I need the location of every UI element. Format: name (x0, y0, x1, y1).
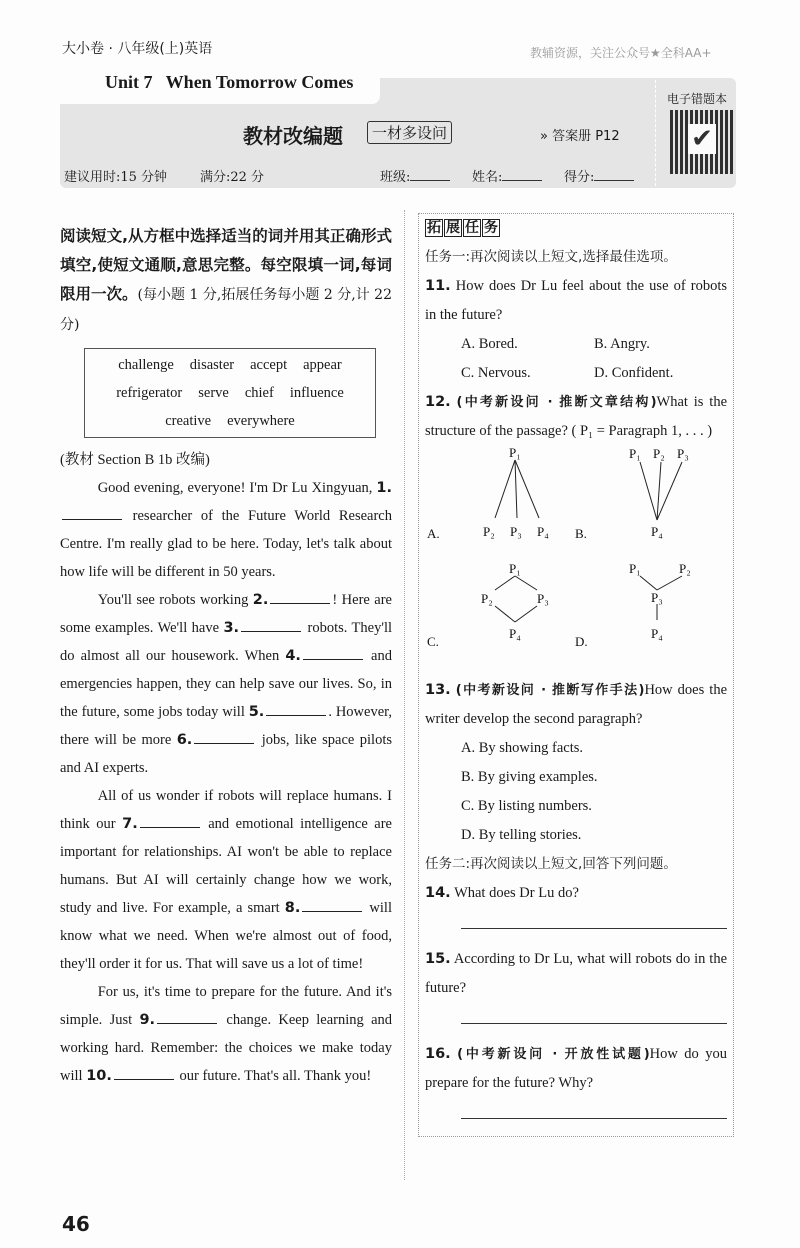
qr-label: 电子错题本 (667, 92, 728, 106)
node-label: P₄ (651, 626, 663, 641)
question-text: How does Dr Lu feel about the use of robots in the future? (425, 278, 728, 323)
score-label: 得分: (564, 170, 595, 185)
answer-blank[interactable] (266, 701, 326, 716)
word: influence (289, 385, 344, 401)
exam-subtitle: 一材多设问 (367, 121, 452, 144)
node-label: P₂ (653, 446, 665, 461)
left-column (60, 222, 392, 1090)
question-text: What does Dr Lu do? (454, 885, 579, 901)
qr-code[interactable] (670, 110, 734, 174)
node-label: P₂ (481, 591, 493, 606)
node-label: P₁ (509, 446, 521, 460)
passage-text: jobs, like space pilots and AI experts. (60, 732, 392, 776)
name-label: 姓名: (472, 170, 503, 185)
passage-paragraph (60, 586, 392, 782)
passage-text: change. Keep learning and working hard. Remember: the choices we make today will (60, 1012, 393, 1084)
tag-char: 任 (465, 220, 479, 236)
word: serve (198, 385, 229, 401)
full-score: 满分:22 分 (200, 170, 265, 185)
option-c[interactable]: C. Nervous. (461, 365, 531, 381)
node-label: P₁ (509, 561, 521, 576)
option-b[interactable]: B. By giving examples. (461, 769, 598, 785)
answer-blank[interactable] (114, 1065, 174, 1080)
word: chief (244, 385, 274, 401)
column-divider (404, 210, 405, 1180)
node-label: P₁ (629, 561, 641, 576)
page-number: 46 (62, 1212, 90, 1236)
question-15 (425, 945, 727, 1003)
diagram-svg (425, 446, 725, 676)
blank-number: 1. (376, 480, 392, 496)
question-number: 11. (425, 278, 451, 294)
extension-tag (425, 214, 727, 243)
passage-paragraph (60, 978, 392, 1090)
promo-text: 教辅资源，关注公众号★全科AA+ (530, 46, 712, 60)
node-label: P₂ (679, 561, 691, 576)
question-tag: (中考新设问 · 开放性试题) (457, 1047, 650, 1062)
blank-number: 3. (223, 620, 240, 636)
answer-blank[interactable] (157, 1009, 217, 1024)
question-16 (425, 1040, 727, 1098)
node-label: P₂ (483, 524, 495, 539)
answer-line[interactable] (461, 914, 727, 929)
score-field[interactable] (594, 168, 634, 181)
node-label: P₄ (537, 524, 549, 539)
passage-text: our future. That's all. Thank you! (175, 1068, 372, 1084)
question-13 (425, 676, 727, 734)
option-b[interactable]: B. Angry. (594, 336, 650, 352)
answer-line[interactable] (461, 1104, 727, 1119)
node-label: P₄ (651, 524, 663, 539)
word: creative (165, 413, 212, 429)
book-title: 大小卷 · 八年级(上)英语 (62, 41, 213, 57)
instructions-bold: 阅读短文,从方框中选择适当的词并用其正确形式填空,使短文通顺,意思完整。每空限填一词,每词限用一次。 (60, 227, 392, 303)
option-a[interactable]: A. By showing facts. (461, 740, 584, 756)
task-one-heading: 任务一:再次阅读以上短文,选择最佳选项。 (425, 249, 677, 265)
qr-separator (655, 80, 656, 186)
question-tag: (中考新设问 · 推断写作手法) (455, 683, 645, 698)
question-tag: (中考新设问 · 推断文章结构) (456, 395, 657, 410)
option-c-label[interactable]: C. (427, 634, 439, 649)
question-text: How do you prepare for the future? Why? (425, 1046, 728, 1091)
passage-text: Good evening, everyone! I'm Dr Lu Xingyuan, (97, 480, 377, 496)
blank-number: 6. (176, 732, 193, 748)
instructions-scoring: (每小题 1 分,拓展任务每小题 2 分,计 22 分) (60, 287, 392, 333)
passage-text: and emotional intelligence are important for relationships. AI won't be able to replace humans. But AI will certainly change how we work, study and live. For example, a smart (60, 816, 392, 916)
passage-text: For us, it's time to prepare for the future. And it's simple. Just (60, 984, 392, 1028)
passage-text: . However, there will be more (60, 704, 393, 748)
node-label: P₄ (509, 626, 521, 641)
question-number: 13. (425, 682, 451, 698)
passage-text: ! Here are some examples. We'll have (60, 592, 392, 636)
instructions (60, 222, 392, 340)
blank-number: 2. (252, 592, 269, 608)
node-label: P₁ (629, 446, 641, 461)
passage (60, 474, 392, 1090)
tag-char: 拓 (427, 220, 441, 236)
suggested-time: 建议用时:15 分钟 (64, 170, 168, 185)
name-field[interactable] (502, 168, 542, 181)
blank-number: 5. (248, 704, 265, 720)
passage-text: All of us wonder if robots will replace humans. I think our (60, 788, 392, 832)
word: accept (250, 357, 288, 373)
tag-char: 展 (446, 220, 460, 236)
word: refrigerator (116, 385, 183, 401)
passage-text: You'll see robots working (97, 592, 253, 608)
option-d[interactable]: D. Confident. (594, 365, 674, 381)
word-box (84, 348, 376, 438)
word: challenge (118, 357, 174, 373)
blank-number: 10. (86, 1068, 112, 1084)
check-icon: ✔ (688, 124, 716, 154)
answer-blank[interactable] (302, 897, 362, 912)
node-label: P₃ (510, 524, 522, 539)
question-number: 14. (425, 885, 451, 901)
word: disaster (189, 357, 235, 373)
answer-line[interactable] (461, 1009, 727, 1024)
option-b-label[interactable]: B. (575, 526, 587, 541)
structure-diagrams (425, 446, 727, 676)
tag-char: 务 (484, 220, 498, 236)
answer-blank[interactable] (140, 813, 200, 828)
option-c[interactable]: C. By listing numbers. (461, 798, 592, 814)
passage-text: robots. They'll do almost all our housework. When (60, 620, 392, 664)
passage-text: and emergencies happen, they can help save our lives. So, in the future, some jobs today will (60, 648, 392, 720)
exam-title: 教材改编题 (243, 124, 343, 148)
node-label: P₃ (677, 446, 689, 461)
answer-blank[interactable] (241, 617, 301, 632)
question-text: According to Dr Lu, what will robots do in the future? (425, 951, 728, 996)
task-two-heading: 任务二:再次阅读以上短文,回答下列问题。 (425, 856, 677, 872)
answer-blank[interactable] (270, 589, 330, 604)
blank-number: 4. (285, 648, 301, 664)
question-14 (425, 879, 727, 908)
source-note: (教材 Section B 1b 改编) (60, 452, 210, 468)
word: appear (303, 357, 342, 373)
question-text: What is the structure of the passage? ( P₁ = Paragraph 1, . . . ) (425, 394, 728, 439)
class-field[interactable] (410, 168, 450, 181)
blank-number: 9. (139, 1012, 156, 1028)
passage-paragraph (60, 474, 392, 586)
answer-reference: » 答案册 P12 (540, 129, 620, 144)
blank-number: 7. (122, 816, 138, 832)
passage-paragraph (60, 782, 392, 978)
question-number: 12. (425, 394, 451, 410)
question-number: 15. (425, 951, 451, 967)
answer-blank[interactable] (303, 645, 363, 660)
node-label: P₃ (537, 591, 549, 606)
option-a-label[interactable]: A. (427, 526, 440, 541)
blank-number: 8. (284, 900, 301, 916)
question-11 (425, 272, 727, 330)
question-number: 16. (425, 1046, 451, 1062)
option-d[interactable]: D. By telling stories. (461, 827, 582, 843)
extension-tasks (418, 213, 734, 1137)
node-label: P₃ (651, 590, 663, 605)
option-d-label[interactable]: D. (575, 634, 588, 649)
class-label: 班级: (380, 170, 411, 185)
passage-text: researcher of the Future World Research Centre. I'm really glad to be here. Today, let's talk about how life will be different in 50 years. (60, 508, 392, 580)
unit-title: Unit 7 When Tomorrow Comes (105, 72, 354, 92)
word: everywhere (227, 413, 295, 429)
question-text: How does the writer develop the second paragraph? (425, 682, 728, 727)
answer-blank[interactable] (62, 505, 122, 520)
question-12 (425, 388, 727, 446)
option-a[interactable]: A. Bored. (461, 336, 518, 352)
passage-text: will know what we need. When we're almost out of food, they'll order it for us. That will save us a lot of time! (60, 900, 392, 972)
answer-blank[interactable] (194, 729, 254, 744)
